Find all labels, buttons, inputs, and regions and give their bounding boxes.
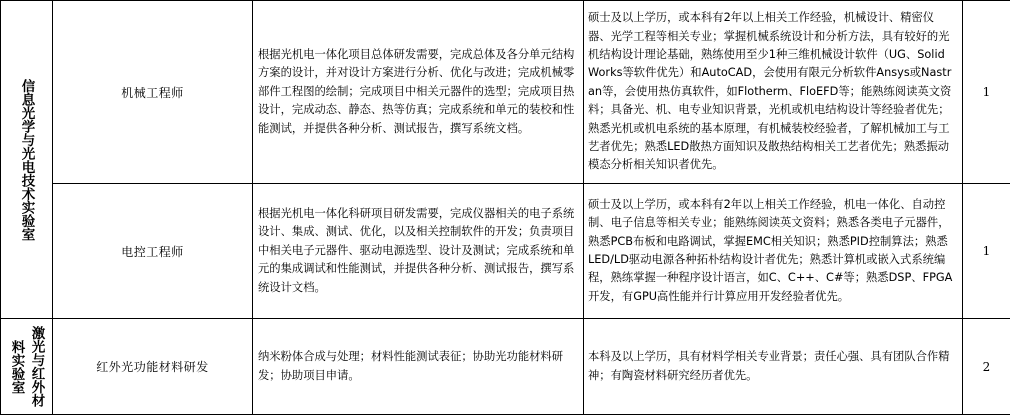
duties-text: 根据光机电一体化科研项目研发需要，完成仪器相关的电子系统设计、集成、测试、优化，以及相关控制软件的开发；负责项目中相关电子元器件、驱动电源选型、设计及测试；完成系统和单元的集成调试和性能测试，并提供各种分析、测试报告，撰写系统设计文档。 <box>258 206 575 294</box>
requirements-cell <box>584 319 963 415</box>
position-cell <box>53 319 253 415</box>
position-name: 红外光功能材料研发 <box>96 360 209 374</box>
requirements-cell <box>584 1 963 184</box>
department-name: 激光与红外材料实验室 <box>8 326 45 407</box>
duties-text: 根据光机电一体化项目总体研发需要，完成总体及各分单元结构方案的设计，并对设计方案进行分析、优化与改进；完成机械零部件工程图的绘制；完成项目中相关元器件的选型；完成项目热设计，完成动态、静态、热等仿真；完成系统和单元的装校和性能测试，并提供各种分析、测试报告，撰写系统文档。 <box>258 47 575 135</box>
position-cell <box>53 184 253 319</box>
requirements-text: 本科及以上学历，具有材料学相关专业背景；责任心强、具有团队合作精神；有陶瓷材料研究经历者优先。 <box>588 350 950 382</box>
requirements-cell <box>584 184 963 319</box>
duties-cell <box>253 319 584 415</box>
position-name: 机械工程师 <box>121 85 184 100</box>
hire-count: 1 <box>982 244 991 258</box>
position-name: 电控工程师 <box>121 244 184 259</box>
count-cell <box>963 319 1010 415</box>
count-cell <box>963 1 1010 184</box>
requirements-text: 硕士及以上学历，或本科有2年以上相关工作经验，机电一体化、自动控制、电子信息等相关专业；能熟练阅读英文资料；熟悉各类电子元器件，熟悉PCB布板和电路调试，掌握EMC相关知识；熟悉PID控制算法；熟悉LED/LD驱动电源各种拓朴结构设计者优先；熟悉计算机或嵌入式系统编程，熟练掌握一种程序设计语言，如C、C++、C#等；熟悉DSP、FPGA开发，有GPU高性能并行计算应用开发经验者优先。 <box>588 197 953 303</box>
duties-cell <box>253 184 584 319</box>
table-row <box>1 319 1010 415</box>
hire-count: 2 <box>982 359 991 374</box>
duties-cell <box>253 1 584 184</box>
position-cell <box>53 1 253 184</box>
duties-text: 纳米粉体合成与处理；材料性能测试表征；协助光功能材料研发；协助项目申请。 <box>258 350 564 382</box>
requirements-text: 硕士及以上学历，或本科有2年以上相关工作经验，机械设计、精密仪器、光学工程等相关专业；掌握机械系统设计和分析方法，具有较好的光机结构设计理论基础，熟练使用至少1种三维机械设计软件（UG、SolidWorks等软件优先）和AutoCAD，会使用有限元分析软件Ansys或Nastran等，会使用热仿真软件，如Flotherm、FloEFD等；能熟练阅读英文资料；具备光、机、电专业知识背景，光机或机电结构设计等经验者优先；熟悉光机或机电系统的基本原理，有机械装校经验者，了解机械加工与工艺者优先；熟悉LED散热方面知识及散热结构相关工艺者优先；熟悉振动模态分析相关知识者优先。 <box>588 11 952 172</box>
department-cell <box>1 319 53 415</box>
department-cell <box>1 1 53 319</box>
count-cell <box>963 184 1010 319</box>
hire-count: 1 <box>982 85 991 99</box>
table-row <box>1 184 1010 319</box>
table-row <box>1 1 1010 184</box>
department-name: 信息光学与光电技术实验室 <box>18 78 35 241</box>
